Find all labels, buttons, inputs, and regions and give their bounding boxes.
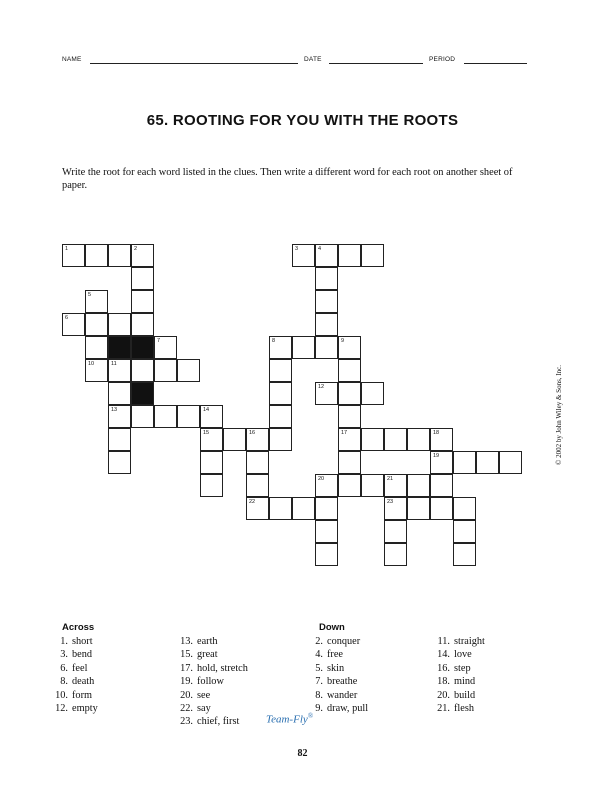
clue-item-number: 17.	[180, 662, 193, 674]
crossword-cell[interactable]	[131, 313, 154, 336]
period-field-line	[464, 57, 527, 64]
crossword-cell[interactable]	[200, 405, 223, 428]
crossword-cell[interactable]	[338, 359, 361, 382]
crossword-cell[interactable]	[315, 474, 338, 497]
clue-item-text: step	[454, 662, 471, 674]
crossword-cell[interactable]	[85, 336, 108, 359]
clue-item-text: hold, stretch	[197, 662, 248, 674]
clue-item	[173, 675, 248, 688]
crossword-cell[interactable]	[200, 451, 223, 474]
clue-number: 23	[387, 499, 394, 505]
crossword-cell[interactable]	[131, 405, 154, 428]
crossword-cell[interactable]	[499, 451, 522, 474]
clue-number: 9	[341, 338, 345, 344]
clue-number: 6	[65, 315, 69, 321]
clue-item-text: bend	[72, 649, 93, 661]
crossword-cell[interactable]	[85, 290, 108, 313]
clue-item-number: 18.	[437, 676, 450, 688]
clue-item-number: 22.	[180, 703, 193, 715]
clue-item	[430, 635, 485, 648]
crossword-cell[interactable]	[85, 313, 108, 336]
crossword-cell[interactable]	[108, 451, 131, 474]
clue-item-text: breathe	[327, 676, 358, 688]
down-clues-col2	[430, 635, 485, 715]
clue-item-text: mind	[454, 676, 476, 688]
crossword-cell[interactable]	[384, 474, 407, 497]
clue-item	[430, 675, 485, 688]
crossword-cell[interactable]	[62, 313, 85, 336]
crossword-cell[interactable]	[430, 474, 453, 497]
crossword-cell[interactable]	[131, 244, 154, 267]
crossword-cell[interactable]	[453, 520, 476, 543]
clue-item	[173, 689, 248, 702]
crossword-cell[interactable]	[407, 428, 430, 451]
clue-item	[173, 635, 248, 648]
clue-number: 2	[134, 246, 138, 252]
crossword-cell[interactable]	[430, 451, 453, 474]
clue-item-text: great	[197, 649, 218, 661]
clue-number: 7	[157, 338, 161, 344]
clue-item-number: 8.	[315, 689, 323, 701]
crossword-cell[interactable]	[62, 244, 85, 267]
crossword-cell[interactable]	[315, 244, 338, 267]
crossword-cell[interactable]	[292, 244, 315, 267]
crossword-cell[interactable]	[85, 244, 108, 267]
crossword-cell[interactable]	[361, 428, 384, 451]
clue-item-number: 1.	[60, 636, 68, 647]
crossword-cell[interactable]	[269, 405, 292, 428]
crossword-cell[interactable]	[476, 451, 499, 474]
registered-mark: ®	[307, 712, 314, 720]
clue-item-number: 5.	[315, 662, 323, 674]
crossword-cell[interactable]	[131, 290, 154, 313]
crossword-cell[interactable]	[269, 359, 292, 382]
clue-number: 3	[295, 246, 299, 252]
clue-number: 22	[249, 499, 256, 505]
clue-item-number: 10.	[55, 689, 68, 701]
clue-item-text: form	[72, 689, 93, 701]
crossword-cell[interactable]	[154, 405, 177, 428]
crossword-cell[interactable]	[292, 336, 315, 359]
clue-number: 19	[433, 453, 440, 459]
clue-item	[173, 715, 248, 728]
crossword-cell[interactable]	[108, 313, 131, 336]
clue-item-text: conquer	[327, 636, 361, 647]
crossword-cell[interactable]	[315, 313, 338, 336]
clue-item-text: earth	[197, 636, 218, 647]
clue-number: 18	[433, 430, 440, 436]
crossword-cell[interactable]	[338, 405, 361, 428]
clue-item-number: 3.	[60, 649, 68, 661]
name-field-line	[90, 57, 298, 64]
clue-item-text: short	[72, 636, 93, 647]
crossword-cell[interactable]	[338, 451, 361, 474]
crossword-cell[interactable]	[108, 382, 131, 405]
clue-item-number: 7.	[315, 676, 323, 688]
clue-item-text: death	[72, 676, 95, 688]
crossword-cell[interactable]	[223, 428, 246, 451]
clue-number: 5	[88, 292, 92, 298]
clue-item-text: see	[197, 689, 211, 701]
clue-item	[173, 648, 248, 661]
crossword-cell[interactable]	[453, 497, 476, 520]
crossword-cell[interactable]	[430, 497, 453, 520]
clue-item	[430, 689, 485, 702]
clue-item-number: 9.	[315, 703, 323, 715]
clue-item-number: 19.	[180, 676, 193, 688]
clue-item	[430, 662, 485, 675]
crossword-cell[interactable]	[269, 497, 292, 520]
crossword-cell[interactable]	[131, 267, 154, 290]
down-heading: Down	[319, 622, 345, 633]
clue-item-text: follow	[197, 676, 224, 688]
crossword-cell[interactable]	[315, 543, 338, 566]
down-clues-col1	[303, 635, 368, 715]
clue-item	[303, 689, 368, 702]
clue-number: 13	[111, 407, 118, 413]
crossword-cell[interactable]	[315, 290, 338, 313]
clue-item-number: 12.	[55, 703, 68, 715]
crossword-cell[interactable]	[269, 382, 292, 405]
team-fly-watermark: Team-Fly®	[266, 712, 314, 726]
crossword-cell[interactable]	[384, 428, 407, 451]
crossword-cell[interactable]	[246, 497, 269, 520]
clue-number: 8	[272, 338, 276, 344]
copyright-notice: © 2002 by John Wiley & Sons, Inc.	[555, 365, 563, 465]
clue-item-text: love	[454, 649, 472, 661]
clue-number: 14	[203, 407, 210, 413]
clue-item-text: skin	[327, 662, 345, 674]
clue-item	[430, 702, 485, 715]
clue-item-text: free	[327, 649, 343, 661]
crossword-cell[interactable]	[131, 359, 154, 382]
crossword-cell[interactable]	[361, 244, 384, 267]
crossword-cell[interactable]	[407, 474, 430, 497]
period-label: PERIOD	[429, 56, 456, 63]
crossword-cell[interactable]	[338, 244, 361, 267]
crossword-cell[interactable]	[246, 428, 269, 451]
crossword-cell[interactable]	[154, 359, 177, 382]
clue-item	[303, 662, 368, 675]
crossword-cell[interactable]	[154, 336, 177, 359]
clue-item-number: 8.	[60, 676, 68, 688]
crossword-black-cell	[131, 382, 154, 405]
clue-item-text: draw, pull	[327, 703, 369, 715]
clue-number: 17	[341, 430, 348, 436]
clue-number: 15	[203, 430, 210, 436]
crossword-cell[interactable]	[315, 336, 338, 359]
clue-item-text: empty	[72, 703, 98, 715]
clue-item	[430, 648, 485, 661]
crossword-cell[interactable]	[246, 451, 269, 474]
crossword-cell[interactable]	[338, 474, 361, 497]
clue-item-text: build	[454, 689, 476, 701]
clue-item-text: say	[197, 703, 211, 715]
crossword-cell[interactable]	[407, 497, 430, 520]
crossword-cell[interactable]	[292, 497, 315, 520]
crossword-cell[interactable]	[108, 359, 131, 382]
clue-item-text: wander	[327, 689, 358, 701]
crossword-cell[interactable]	[361, 474, 384, 497]
crossword-cell[interactable]	[384, 543, 407, 566]
crossword-cell[interactable]	[453, 543, 476, 566]
clue-item	[303, 635, 368, 648]
clue-item-number: 14.	[437, 649, 450, 661]
crossword-cell[interactable]	[315, 497, 338, 520]
clue-item	[48, 675, 98, 688]
clue-item-number: 20.	[437, 689, 450, 701]
clue-item	[173, 702, 248, 715]
across-clues-col2	[173, 635, 248, 729]
crossword-cell[interactable]	[338, 336, 361, 359]
crossword-cell[interactable]	[108, 405, 131, 428]
across-heading: Across	[62, 622, 95, 633]
crossword-cell[interactable]	[85, 359, 108, 382]
crossword-cell[interactable]	[200, 428, 223, 451]
across-clues-col1	[48, 635, 98, 715]
clue-number: 11	[111, 361, 117, 367]
crossword-cell[interactable]	[338, 428, 361, 451]
crossword-cell[interactable]	[177, 405, 200, 428]
clue-number: 4	[318, 246, 322, 252]
clue-item-number: 15.	[180, 649, 193, 661]
clue-item	[48, 648, 98, 661]
crossword-cell[interactable]	[315, 520, 338, 543]
clue-item	[48, 702, 98, 715]
date-field-line	[329, 57, 423, 64]
clue-item	[173, 662, 248, 675]
clue-item-number: 23.	[180, 716, 193, 728]
crossword-cell[interactable]	[269, 336, 292, 359]
clue-item-number: 11.	[437, 636, 450, 647]
clue-item-text: straight	[454, 636, 485, 647]
name-label: NAME	[62, 56, 82, 63]
crossword-cell[interactable]	[246, 474, 269, 497]
clue-item-number: 21.	[437, 703, 450, 715]
clue-number: 16	[249, 430, 256, 436]
instructions: Write the root for each word listed in the clues. Then write a different word for each root on another sheet of paper.	[62, 167, 513, 191]
crossword-cell[interactable]	[315, 267, 338, 290]
page-title: 65. ROOTING FOR YOU WITH THE ROOTS	[146, 112, 459, 129]
clue-number: 12	[318, 384, 325, 390]
clue-item-number: 4.	[315, 649, 323, 661]
crossword-black-cell	[131, 336, 154, 359]
page-number: 82	[297, 748, 308, 759]
crossword-cell[interactable]	[384, 520, 407, 543]
clue-number: 10	[88, 361, 95, 367]
crossword-cell[interactable]	[453, 451, 476, 474]
clue-number: 20	[318, 476, 325, 482]
crossword-cell[interactable]	[361, 382, 384, 405]
clue-item	[303, 648, 368, 661]
crossword-cell[interactable]	[200, 474, 223, 497]
crossword-cell[interactable]	[269, 428, 292, 451]
clue-item-number: 13.	[180, 636, 193, 647]
crossword-cell[interactable]	[384, 497, 407, 520]
crossword-black-cell	[108, 336, 131, 359]
clue-item	[48, 662, 98, 675]
clue-item-text: feel	[72, 662, 88, 674]
crossword-cell[interactable]	[430, 428, 453, 451]
clue-item-number: 6.	[60, 662, 68, 674]
clue-item	[48, 689, 98, 702]
clue-number: 1	[65, 246, 69, 252]
date-label: DATE	[304, 56, 322, 63]
crossword-cell[interactable]	[338, 382, 361, 405]
crossword-cell[interactable]	[177, 359, 200, 382]
crossword-cell[interactable]	[315, 382, 338, 405]
clue-item-text: chief, first	[197, 716, 240, 728]
crossword-cell[interactable]	[108, 244, 131, 267]
clue-item-number: 20.	[180, 689, 193, 701]
clue-item-text: flesh	[454, 703, 475, 715]
clue-number: 21	[387, 476, 394, 482]
crossword-cell[interactable]	[108, 428, 131, 451]
clue-item-number: 2.	[315, 636, 323, 647]
clue-item	[48, 635, 98, 648]
clue-item	[303, 675, 368, 688]
clue-item-number: 16.	[437, 662, 450, 674]
